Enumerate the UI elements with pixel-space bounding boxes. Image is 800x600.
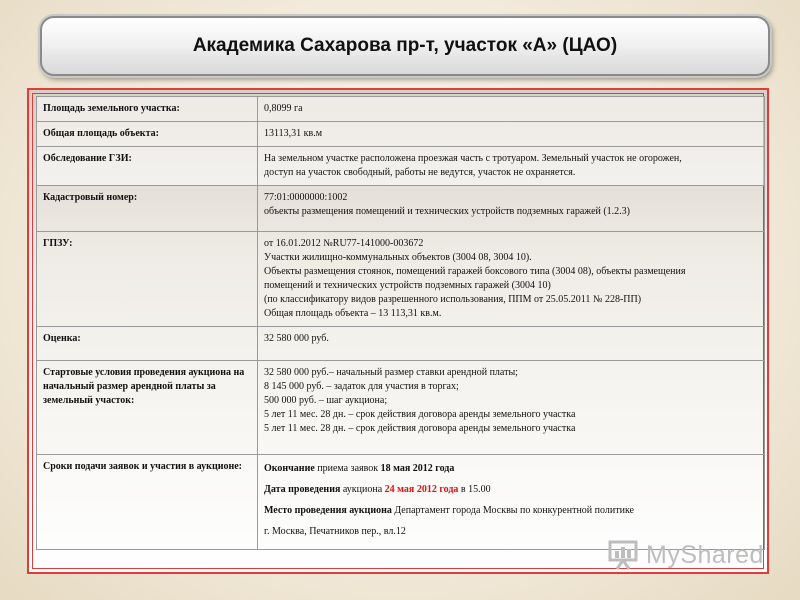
deadline-end-line	[264, 462, 758, 476]
row-label-cadastral: Кадастровый номер:	[37, 186, 258, 232]
row-label-gpzu: ГПЗУ:	[37, 232, 258, 327]
value-line: помещений и технических устройств подземных гаражей (3004 10)	[264, 280, 551, 291]
value-line: 77:01:0000000:1002	[264, 192, 348, 203]
table-row	[37, 361, 765, 455]
presentation-chart-icon	[606, 538, 640, 572]
row-value-start-conditions	[258, 361, 765, 455]
value-line: 500 000 руб. – шаг аукциона;	[264, 395, 388, 406]
deadline-end-date: 18 мая 2012 года	[380, 463, 455, 474]
value-line: Объекты размещения стоянок, помещений гаражей боксового типа (3004 08), объекты размещения	[264, 266, 686, 277]
value-line: 32 580 000 руб.– начальный размер ставки арендной платы;	[264, 367, 518, 378]
auction-place-value: Департамент города Москвы по конкурентной политике	[391, 505, 634, 516]
watermark	[606, 538, 764, 572]
row-label-deadlines: Сроки подачи заявок и участия в аукционе:	[37, 455, 258, 550]
table-row	[37, 327, 765, 361]
row-value-valuation	[258, 327, 765, 361]
table-row	[37, 147, 765, 186]
row-label-total-area: Общая площадь объекта:	[37, 122, 258, 147]
auction-date-value: 24 мая 2012 года	[384, 484, 459, 495]
auction-place-line	[264, 504, 758, 518]
table-row	[37, 97, 765, 122]
page-title: Академика Сахарова пр-т, участок «А» (ЦАО)	[192, 35, 618, 56]
row-value-inspection	[258, 147, 765, 186]
auction-address: г. Москва, Печатников пер., вл.12	[264, 526, 406, 537]
value-line: На земельном участке расположена проезжая часть с тротуаром. Земельный участок не огорожен,	[264, 153, 682, 164]
title-banner	[40, 16, 770, 76]
row-label-valuation: Оценка:	[37, 327, 258, 361]
value-line: (по классификатору видов разрешенного использования, ППМ от 25.05.2011 № 228-ПП)	[264, 294, 642, 305]
value-line: 5 лет 11 мес. 28 дн. – срок действия договора аренды земельного участка	[264, 409, 576, 420]
value-line: 13113,31 кв.м	[264, 128, 323, 139]
row-value-cadastral	[258, 186, 765, 232]
row-value-gpzu	[258, 232, 765, 327]
table-row	[37, 122, 765, 147]
deadline-end-label: Окончание	[264, 463, 315, 474]
auction-date-mid: аукциона	[340, 484, 385, 495]
value-line: 5 лет 11 мес. 28 дн. – срок действия договора аренды земельного участка	[264, 423, 576, 434]
value-line: 8 145 000 руб. – задаток для участия в торгах;	[264, 381, 459, 392]
auction-place-label: Место проведения аукциона	[264, 505, 392, 516]
row-value-land-area	[258, 97, 765, 122]
value-line: 0,8099 га	[264, 103, 303, 114]
deadline-end-mid: приема заявок	[314, 463, 381, 474]
auction-time: в 15.00	[458, 484, 491, 495]
value-line: доступ на участок свободный, работы не ведутся, участок не охраняется.	[264, 167, 576, 178]
auction-date-label: Дата проведения	[264, 484, 341, 495]
value-line: Общая площадь объекта – 13 113,31 кв.м.	[264, 308, 442, 319]
row-label-inspection: Обследование ГЗИ:	[37, 147, 258, 186]
table-row	[37, 186, 765, 232]
value-line: от 16.01.2012 №RU77-141000-003672	[264, 238, 424, 249]
watermark-text: MyShared	[646, 540, 764, 569]
row-value-deadlines	[258, 455, 765, 550]
auction-date-line	[264, 483, 758, 497]
lot-info-table	[36, 96, 765, 550]
row-label-start-conditions: Стартовые условия проведения аукциона на начальный размер арендной платы за земельный участок:	[37, 361, 258, 455]
row-value-total-area	[258, 122, 765, 147]
table-row	[37, 455, 765, 550]
value-line: объекты размещения помещений и технических устройств подземных гаражей (1.2.3)	[264, 206, 631, 217]
value-line: 32 580 000 руб.	[264, 333, 329, 344]
value-line: Участки жилищно-коммунальных объектов (3004 08, 3004 10).	[264, 252, 532, 263]
table-row	[37, 232, 765, 327]
row-label-land-area: Площадь земельного участка:	[37, 97, 258, 122]
